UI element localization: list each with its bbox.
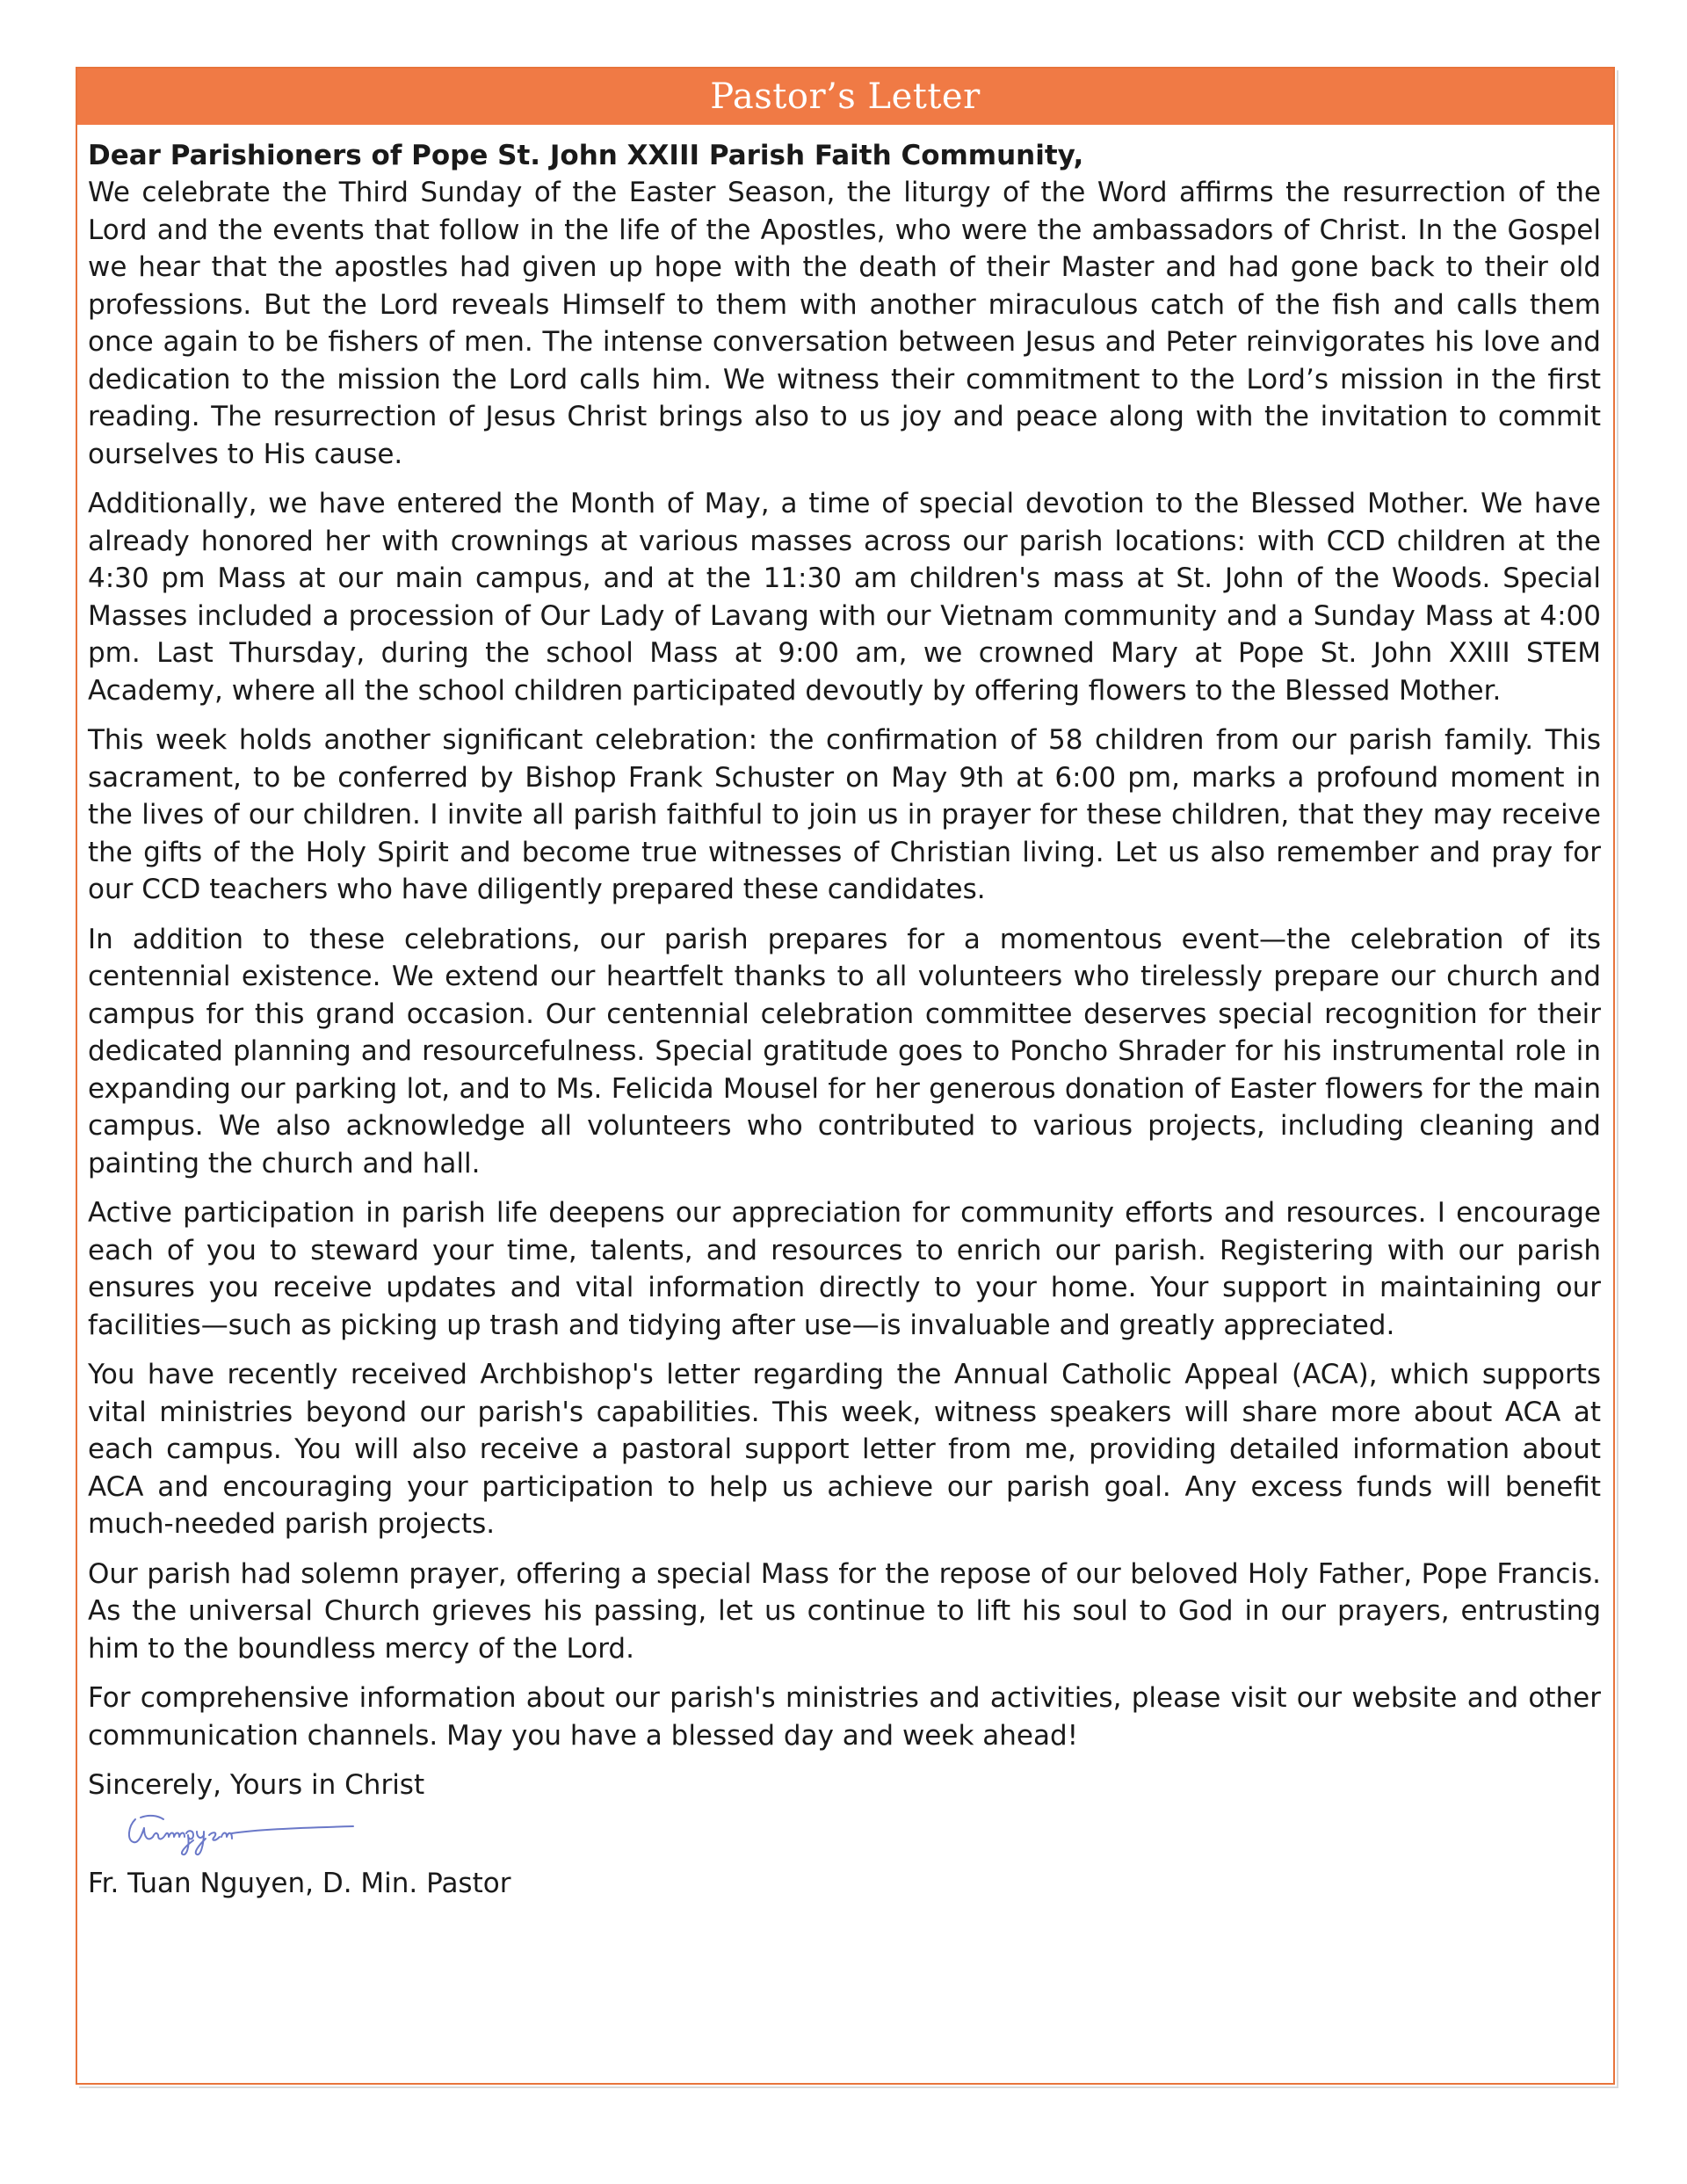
salutation: Dear Parishioners of Pope St. John XXIII Parish Faith Community, [88, 140, 1084, 171]
letter-paragraph: This week holds another significant celebration: the confirmation of 58 children from our parish family. This sacrament, to be conferred by Bishop Frank Schuster on May 9th at 6:00 pm, marks a profound moment in the lives of our children. I invite all parish faithful to join us in prayer for these children, that they may receive the gifts of the Holy Spirit and become true witnesses of Christian living. Let us also remember and pray for our CCD teachers who have diligently prepared these candidates. [88, 724, 1601, 905]
letter-paragraph: You have recently received Archbishop's letter regarding the Annual Catholic Appeal (ACA), which supports vital ministries beyond our parish's capabilities. This week, witness speakers will share more about ACA at each campus. You will also receive a pastoral support letter from me, providing detailed information about ACA and encouraging your participation to help us achieve our parish goal. Any excess funds will benefit much-needed parish projects. [88, 1359, 1601, 1540]
letter-body [88, 137, 1601, 1902]
handwritten-signature [123, 1807, 369, 1861]
letter-frame [76, 67, 1615, 2085]
closing: Sincerely, Yours in Christ [88, 1769, 425, 1801]
header-bar [77, 69, 1613, 125]
letter-paragraph: For comprehensive information about our parish's ministries and activities, please visit our website and other communication channels. May you have a blessed day and week ahead! [88, 1682, 1601, 1752]
letter-paragraph: We celebrate the Third Sunday of the Easter Season, the liturgy of the Word affirms the resurrection of the Lord and the events that follow in the life of the Apostles, who were the ambassadors of Christ. In the Gospel we hear that the apostles had given up hope with the death of their Master and had gone back to their old professions. But the Lord reveals Himself to them with another miraculous catch of the fish and calls them once again to be fishers of men. The intense conversation between Jesus and Peter reinvigorates his love and dedication to the mission the Lord calls him. We witness their commitment to the Lord’s mission in the first reading. The resurrection of Jesus Christ brings also to us joy and peace along with the invitation to commit ourselves to His cause. [88, 177, 1601, 470]
letter-paragraph: Active participation in parish life deepens our appreciation for community efforts and resources. I encourage each of you to steward your time, talents, and resources to enrich our parish. Registering with our parish ensures you receive updates and vital information directly to your home. Your support in maintaining our facilities—such as picking up trash and tidying after use—is invaluable and greatly appreciated. [88, 1197, 1601, 1341]
page-title: Pastor’s Letter [710, 76, 981, 117]
letter-paragraph: Our parish had solemn prayer, offering a special Mass for the repose of our beloved Holy Father, Pope Francis. As the universal Church grieves his passing, let us continue to lift his soul to God in our prayers, entrusting him to the boundless mercy of the Lord. [88, 1557, 1601, 1665]
letter-paragraph: Additionally, we have entered the Month of May, a time of special devotion to the Blessed Mother. We have already honored her with crownings at various masses across our parish locations: with CCD children at the 4:30 pm Mass at our main campus, and at the 11:30 am children's mass at St. John of the Woods. Special Masses included a procession of Our Lady of Lavang with our Vietnam community and a Sunday Mass at 4:00 pm. Last Thursday, during the school Mass at 9:00 am, we crowned Mary at Pope St. John XXIII STEM Academy, where all the school children participated devoutly by offering flowers to the Blessed Mother. [88, 488, 1601, 707]
letter-paragraph: In addition to these celebrations, our parish prepares for a momentous event—the celebration of its centennial existence. We extend our heartfelt thanks to all volunteers who tirelessly prepare our church and campus for this grand occasion. Our centennial celebration committee deserves special recognition for their dedicated planning and resourcefulness. Special gratitude goes to Poncho Shrader for his instrumental role in expanding our parking lot, and to Ms. Felicida Mousel for her generous donation of Easter flowers for the main campus. We also acknowledge all volunteers who contributed to various projects, including cleaning and painting the church and hall. [88, 923, 1601, 1179]
signer-name: Fr. Tuan Nguyen, D. Min. Pastor [88, 1868, 511, 1899]
